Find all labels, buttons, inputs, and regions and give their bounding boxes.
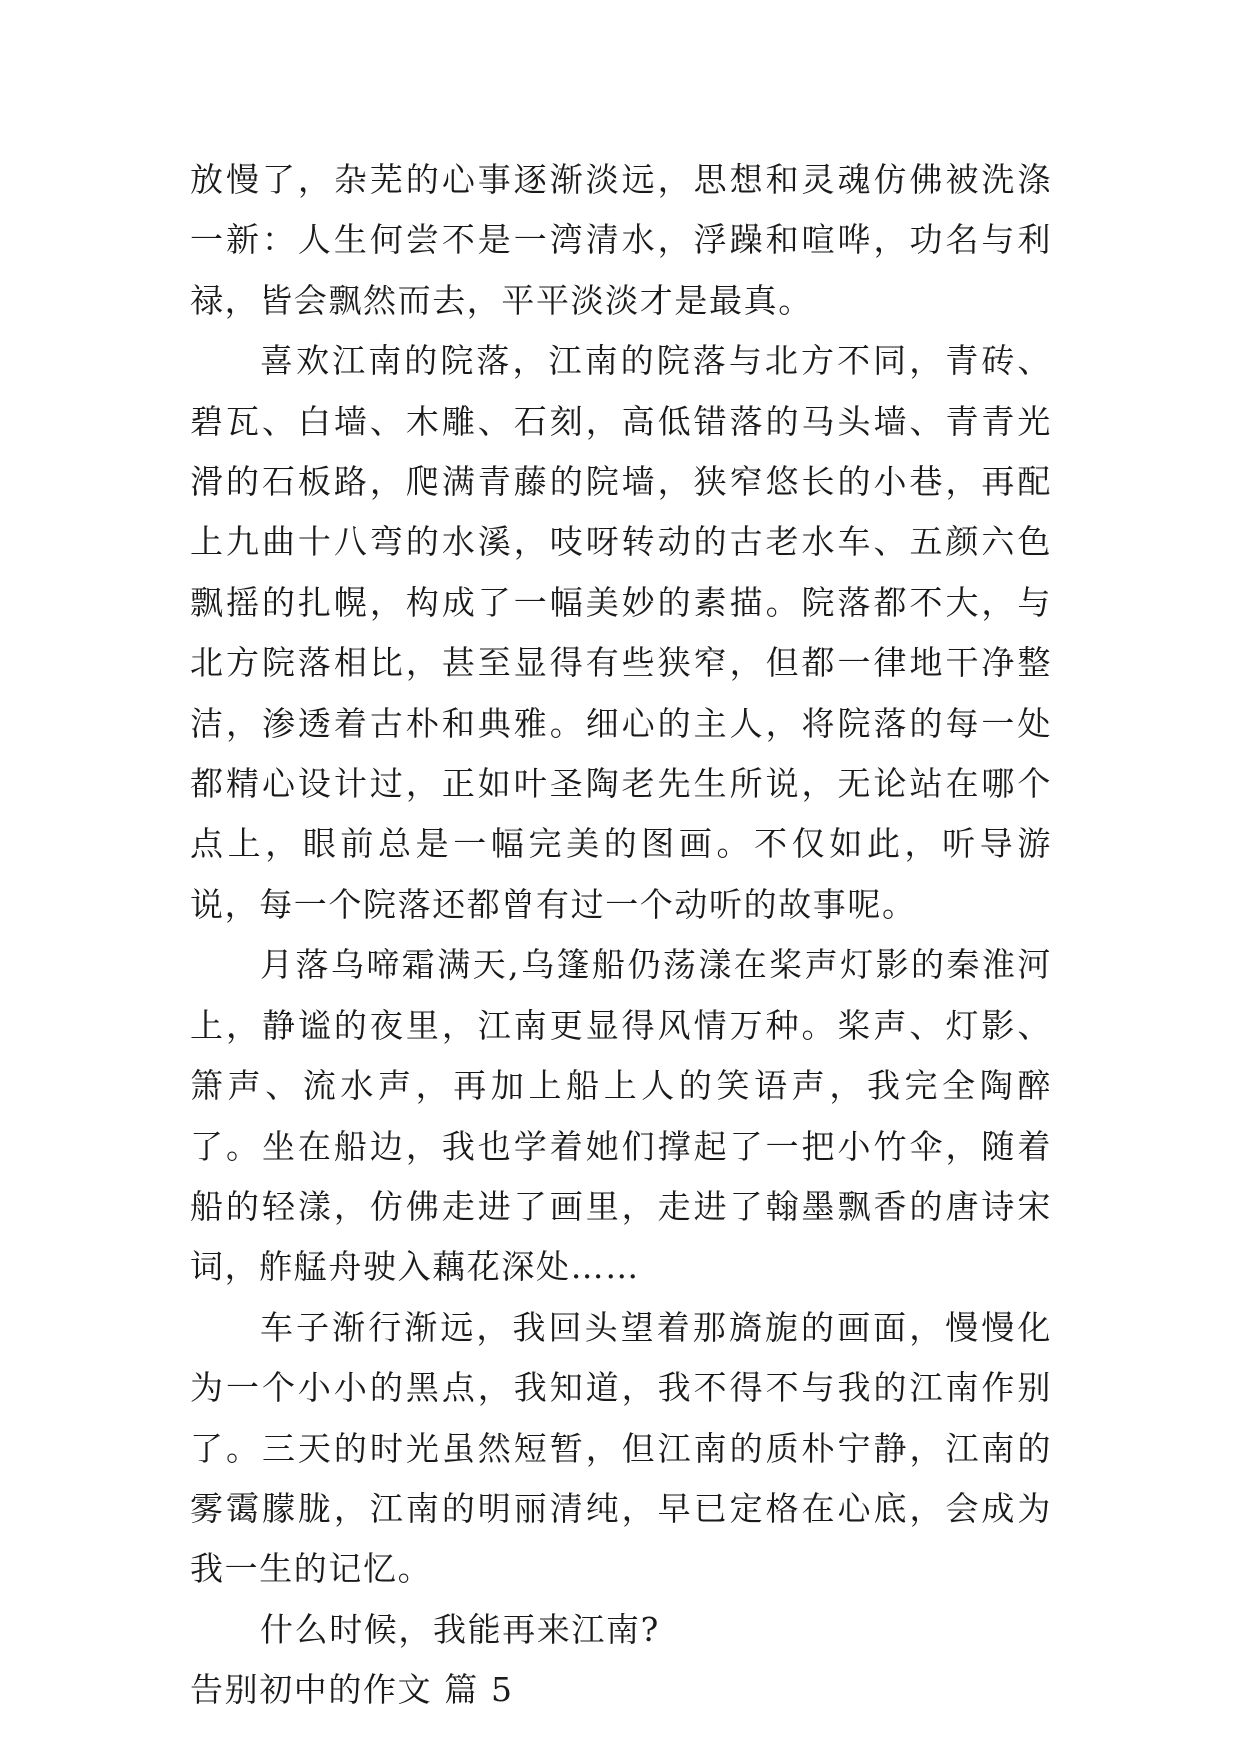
paragraph-farewell: 车子渐行渐远，我回头望着那旖旎的画面，慢慢化为一个小小的黑点，我知道，我不得不与我的江南作别了。三天的时光虽然短暂，但江南的质朴宁静，江南的雾霭朦胧，江南的明丽清纯，早已定格在心底，会成为我一生的记忆。 [190, 1307, 1052, 1589]
paragraph-question: 什么时候，我能再来江南? [260, 1609, 660, 1649]
paragraph-qinhuai-night: 月落乌啼霜满天,乌篷船仍荡漾在桨声灯影的秦淮河上，静谧的夜里，江南更显得风情万种。桨声、灯影、箫声、流水声，再加上船上人的笑语声，我完全陶醉了。坐在船边，我也学着她们撑起了一把小竹伞，随着船的轻漾，仿佛走进了画里，走进了翰墨飘香的唐诗宋词，舴艋舟驶入藕花深处…… [190, 945, 1052, 1287]
section-heading: 告别初中的作文 篇 5 [190, 1670, 514, 1710]
paragraph-continuation: 放慢了，杂芜的心事逐渐淡远，思想和灵魂仿佛被洗涤一新：人生何尝不是一湾清水，浮躁和喧哗，功名与利禄，皆会飘然而去，平平淡淡才是最真。 [190, 160, 1052, 320]
essay-body [190, 150, 1052, 1721]
paragraph-courtyards: 喜欢江南的院落，江南的院落与北方不同，青砖、碧瓦、白墙、木雕、石刻，高低错落的马头墙、青青光滑的石板路，爬满青藤的院墙，狭窄悠长的小巷，再配上九曲十八弯的水溪，吱呀转动的古老水车、五颜六色飘摇的扎幌，构成了一幅美妙的素描。院落都不大，与北方院落相比，甚至显得有些狭窄，但都一律地干净整洁，渗透着古朴和典雅。细心的主人，将院落的每一处都精心设计过，正如叶圣陶老先生所说，无论站在哪个点上，眼前总是一幅完美的图画。不仅如此，听导游说，每一个院落还都曾有过一个动听的故事呢。 [190, 341, 1052, 924]
